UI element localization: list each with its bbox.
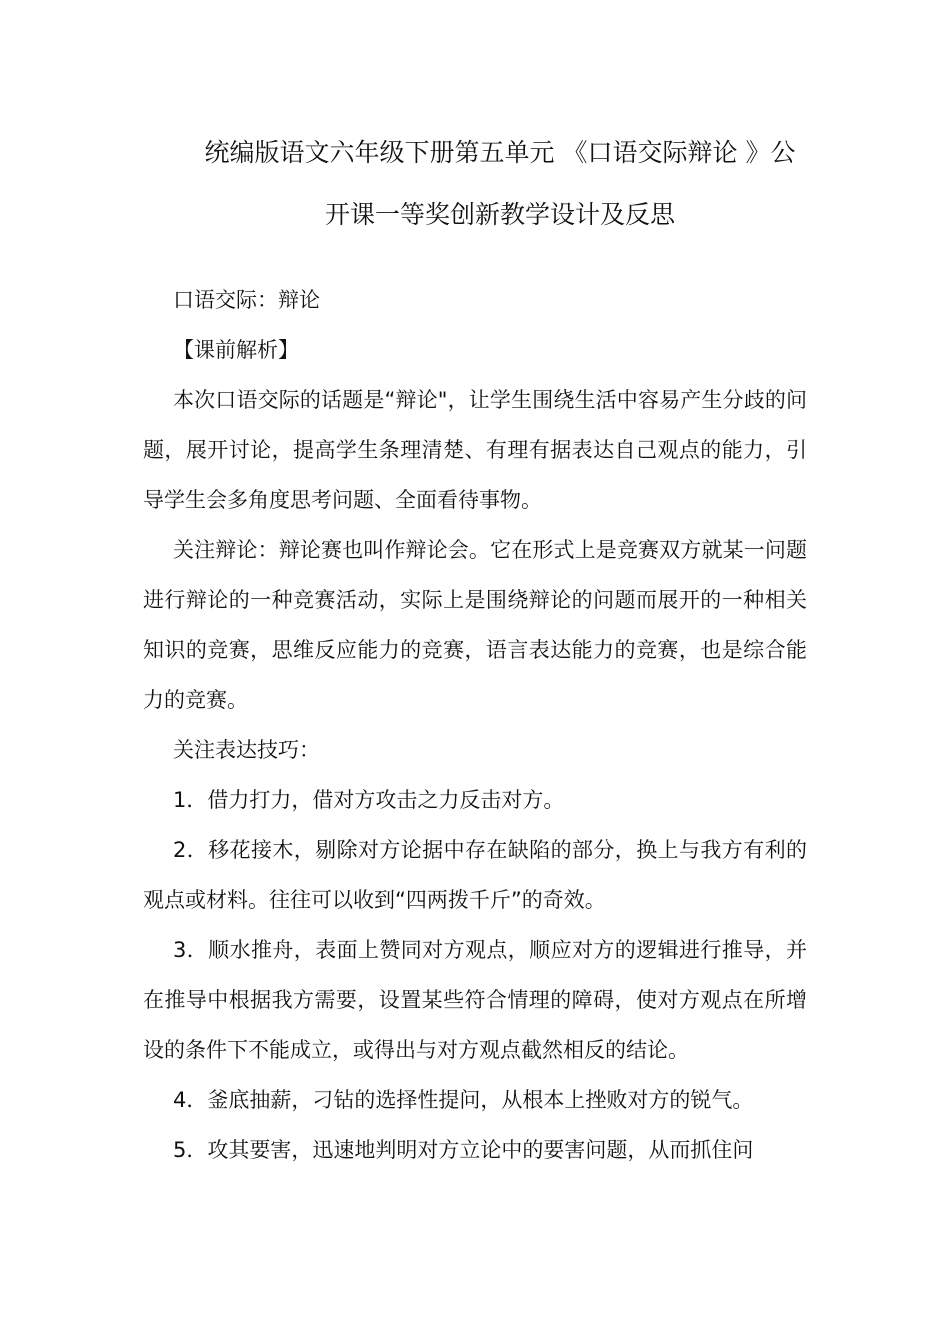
body-paragraph: 本次口语交际的话题是“辩论"，让学生围绕生活中容易产生分歧的问题，展开讨论，提高学生条理清楚、有理有据表达自己观点的能力，引导学生会多角度思考问题、全面看待事物。 — [143, 388, 807, 512]
list-item: 1．借力打力，借对方攻击之力反击对方。 — [173, 788, 565, 812]
list-item: 4．釜底抽薪，刁钻的选择性提问，从根本上挫败对方的锐气。 — [173, 1088, 754, 1112]
list-item: 2．移花接木，剔除对方论据中存在缺陷的部分，换上与我方有利的观点或材料。往往可以收到“四两拨千斤”的奇效。 — [143, 838, 807, 912]
document-body — [143, 275, 807, 1175]
body-paragraph: 关注表达技巧： — [173, 738, 320, 762]
subsection-heading: 【课前解析】 — [173, 338, 299, 362]
document-title — [150, 122, 850, 246]
section-heading: 口语交际：辩论 — [173, 288, 320, 312]
list-item: 5．攻其要害，迅速地判明对方立论中的要害问题，从而抓住问 — [173, 1138, 754, 1162]
title-line-2: 开课一等奖创新教学设计及反思 — [324, 200, 675, 229]
list-item: 3．顺水推舟，表面上赞同对方观点，顺应对方的逻辑进行推导，并在推导中根据我方需要，设置某些符合情理的障碍，使对方观点在所增设的条件下不能成立，或得出与对方观点截然相反的结论。 — [143, 938, 807, 1062]
body-paragraph: 关注辩论：辩论赛也叫作辩论会。它在形式上是竞赛双方就某一问题进行辩论的一种竞赛活动，实际上是围绕辩论的问题而展开的一种相关知识的竞赛，思维反应能力的竞赛，语言表达能力的竞赛，也是综合能力的竞赛。 — [143, 538, 807, 712]
title-line-1: 统编版语文六年级下册第五单元 《口语交际辩论 》公 — [204, 138, 796, 167]
